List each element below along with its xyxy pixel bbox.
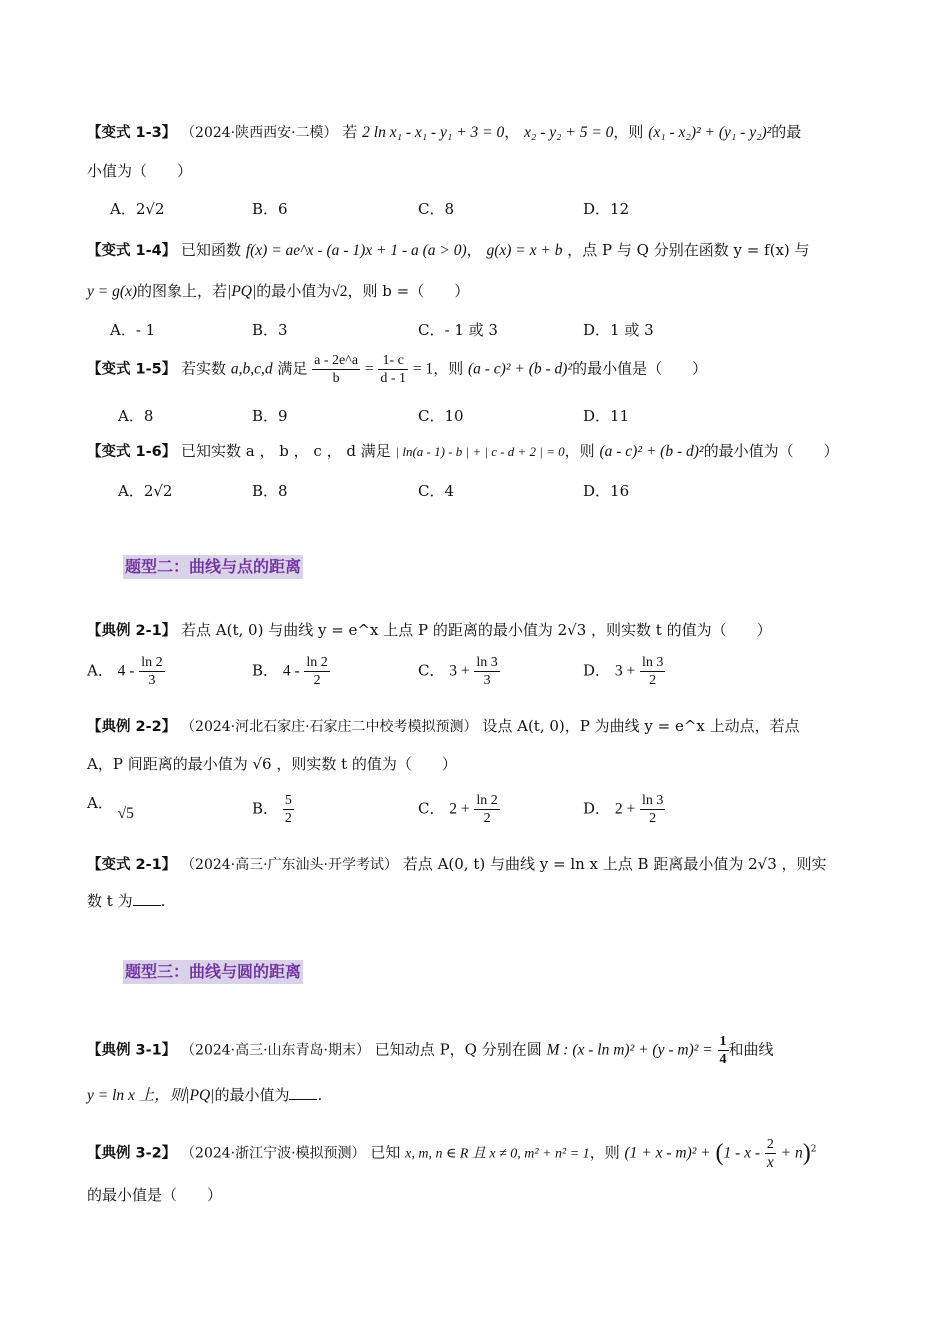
math-expr: g(x) = x + b <box>486 242 563 259</box>
question-e22-line2: A，P 间距离的最小值为 √6 ，则实数 t 的值为（ ） <box>87 755 457 773</box>
fraction <box>283 792 294 827</box>
question-e32-line2: 的最小值是（ ） <box>87 1186 223 1204</box>
stem-text: 数 t 为 <box>87 892 133 910</box>
math-expr: 2 ln x₁ - x₁ - y₁ + 3 = 0 <box>362 124 505 141</box>
math-expr: |PQ| <box>227 283 257 300</box>
math-expr: (x₁ - x₂)² + (y₁ - y₂)² <box>648 124 772 141</box>
stem-text: ，点 P 与 Q 分别在函数 y = f(x) 与 <box>567 241 810 259</box>
question-e31-stem <box>87 1033 774 1068</box>
math-expr: = 1 <box>412 360 434 378</box>
option-label: A． <box>87 661 113 680</box>
fraction-denominator: 2 <box>483 811 491 826</box>
option-c: C．- 1 或 3 <box>418 321 498 339</box>
fraction-numerator: 1- c <box>378 352 408 370</box>
question-tag: 【典例 3-2】 <box>87 1145 177 1162</box>
paren-left: ( <box>715 1140 724 1166</box>
math-expr: √5 <box>117 805 134 822</box>
option-b <box>252 654 330 689</box>
stem-text: ，则 <box>613 123 644 141</box>
math-expr: M : (x - ln m)² + (y - m)² = <box>546 1041 713 1059</box>
math-expr: 3 + <box>449 662 470 680</box>
fraction-denominator: 2 <box>649 811 657 826</box>
fraction-denominator: d - 1 <box>380 371 407 386</box>
question-v16-stem <box>87 440 839 461</box>
option-d: D．12 <box>583 200 630 218</box>
stem-text: 若点 A(0, t) 与曲线 y = ln x 上点 B 距离最小值为 2√3 ，则实 <box>402 855 827 873</box>
fraction-denominator: 2 <box>284 811 292 826</box>
option-a <box>87 654 165 689</box>
question-source: （2024·浙江宁波·模拟预测） <box>181 1145 366 1162</box>
math-expr: √2 <box>331 283 348 300</box>
stem-text: ， <box>504 123 520 141</box>
math-expr: (1 + x - m)² + <box>624 1144 711 1162</box>
math-expr: 4 - <box>117 662 135 680</box>
fraction-denominator: 2 <box>313 673 321 688</box>
option-d <box>583 792 665 827</box>
stem-text: 已知 <box>370 1143 401 1162</box>
stem-text: ， <box>466 241 482 259</box>
answer-blank[interactable] <box>133 905 161 906</box>
stem-text: 设点 A(t, 0)，P 为曲线 y = e^x 上动点，若点 <box>482 717 800 735</box>
stem-text: ，则 <box>589 1143 620 1162</box>
fraction <box>765 1136 776 1171</box>
option-a: A．8 <box>118 407 154 425</box>
answer-blank[interactable] <box>289 1099 317 1100</box>
question-source: （2024·高三·广东汕头·开学考试） <box>181 857 399 873</box>
option-label: D． <box>583 799 611 818</box>
math-expr: y = g(x) <box>87 283 138 300</box>
fraction-numerator: ln 2 <box>476 793 498 808</box>
fraction <box>474 792 499 827</box>
math-expr: y = ln x 上，则 <box>87 1087 186 1104</box>
option-label: D． <box>583 661 611 680</box>
math-expr: 3 + <box>614 662 636 680</box>
stem-text: 满足 <box>277 359 308 378</box>
stem-text: 若点 A(t, 0) 与曲线 y = e^x 上点 P 的距离的最小值为 2√3 ，则实数 t 的值为（ ） <box>181 621 772 639</box>
question-tag: 【典例 2-1】 <box>87 623 177 639</box>
fraction <box>474 654 499 689</box>
question-tag: 【变式 1-5】 <box>87 361 177 378</box>
stem-text: 和曲线 <box>728 1040 774 1059</box>
fraction-numerator: 2 <box>766 1137 774 1152</box>
fraction <box>304 654 329 689</box>
math-expr: 2 + <box>614 800 636 818</box>
question-tag: 【典例 2-2】 <box>87 719 177 735</box>
option-label: B． <box>252 661 279 680</box>
fraction-denominator: 3 <box>483 673 491 688</box>
question-tag: 【变式 1-6】 <box>87 444 177 460</box>
stem-text: 若实数 <box>181 359 227 378</box>
option-d: D．16 <box>583 482 630 500</box>
math-expr: + n <box>780 1144 803 1162</box>
stem-text: ，则 <box>433 359 464 378</box>
math-expr: f(x) = ae^x - (a - 1)x + 1 - a (a > 0) <box>245 242 467 259</box>
question-e31-line2 <box>87 1083 322 1105</box>
question-v14-stem <box>87 239 810 260</box>
math-expr: 4 - <box>282 662 300 680</box>
fraction-numerator: ln 3 <box>641 655 664 670</box>
stem-text: 的最 <box>771 123 802 141</box>
fraction-denominator: 4 <box>719 1052 727 1067</box>
stem-text: 若 <box>342 123 358 141</box>
superscript: 2 <box>810 1144 817 1155</box>
option-b: B．3 <box>252 321 288 339</box>
stem-text: 已知函数 <box>181 241 242 259</box>
question-source: （2024·河北石家庄·石家庄二中校考模拟预测） <box>181 719 478 735</box>
question-v13-line2: 小值为（ ） <box>87 162 193 180</box>
option-c <box>418 654 500 689</box>
stem-text: 的最小值是（ ） <box>572 359 708 378</box>
fraction-numerator: ln 3 <box>641 793 664 808</box>
paren-right: ) <box>802 1140 811 1166</box>
math-expr: (a - c)² + (b - d)² <box>599 443 704 460</box>
fraction <box>718 1033 729 1068</box>
question-source: （2024·高三·山东青岛·期末） <box>181 1042 371 1059</box>
stem-text: 的最小值为 <box>256 282 332 300</box>
option-label: C． <box>418 799 445 818</box>
fraction-numerator: ln 2 <box>306 655 328 670</box>
stem-text: 的最小值为（ ） <box>703 442 839 460</box>
question-v21-stem <box>87 853 827 874</box>
question-tag: 【变式 1-3】 <box>87 125 177 141</box>
stem-text: 的图象上，若 <box>137 282 228 300</box>
math-expr: |PQ| <box>185 1087 215 1104</box>
section-heading: 题型三：曲线与圆的距离 <box>123 960 303 984</box>
fraction-numerator: ln 2 <box>141 655 163 670</box>
question-e21-stem <box>87 619 772 640</box>
fraction-numerator: a - 2e^a <box>314 353 359 368</box>
option-label: B． <box>252 799 279 818</box>
question-v13-stem <box>87 121 801 142</box>
option-b <box>252 792 294 827</box>
math-expr: x₂ - y₂ + 5 = 0 <box>524 124 614 141</box>
stem-text: ，则 b =（ ） <box>347 282 470 300</box>
question-source: （2024·陕西西安·二模） <box>181 125 338 141</box>
stem-text: 已知实数 a ， b ， c ， d 满足 <box>181 442 391 460</box>
fraction-numerator: ln 3 <box>476 655 498 670</box>
option-d: D．1 或 3 <box>583 321 654 339</box>
fraction <box>139 654 164 689</box>
fraction <box>312 352 360 387</box>
option-a: A．- 1 <box>110 321 156 339</box>
fraction-numerator: 5 <box>284 793 292 808</box>
fraction-denominator: 2 <box>649 673 657 688</box>
option-c <box>418 792 500 827</box>
math-expr: 2 + <box>449 800 470 818</box>
option-c: C．4 <box>418 482 455 500</box>
option-d <box>583 654 665 689</box>
question-tag: 【典例 3-1】 <box>87 1042 177 1059</box>
section-heading: 题型二：曲线与点的距离 <box>123 555 303 579</box>
stem-text: ，则 <box>564 442 595 460</box>
option-a: A．2√2 <box>110 200 165 218</box>
fraction-numerator: 1 <box>719 1034 727 1049</box>
math-expr: | ln(a - 1) - b | + | c - d + 2 | = 0 <box>395 444 565 459</box>
question-e32-stem <box>87 1136 816 1171</box>
option-a: A．2√2 <box>118 482 173 500</box>
option-d: D．11 <box>583 407 630 425</box>
stem-text: . <box>160 892 166 910</box>
math-expr: x, m, n ∈ R 且 x ≠ 0, m² + n² = 1 <box>405 1146 590 1162</box>
stem-text: 已知动点 P，Q 分别在圆 <box>374 1040 542 1059</box>
math-expr: 1 - x - <box>723 1144 761 1162</box>
option-b: B．9 <box>252 407 288 425</box>
option-c: C．8 <box>418 200 455 218</box>
fraction <box>378 352 408 387</box>
question-tag: 【变式 1-4】 <box>87 243 177 259</box>
math-expr: = <box>364 360 374 378</box>
question-v14-line2 <box>87 280 469 301</box>
stem-text: 的最小值为 <box>214 1086 290 1104</box>
fraction <box>640 792 665 827</box>
question-v15-stem <box>87 352 707 387</box>
math-expr: (a - c)² + (b - d)² <box>467 360 573 378</box>
option-b: B．8 <box>252 482 288 500</box>
fraction-denominator: 3 <box>148 673 156 688</box>
option-c: C．10 <box>418 407 464 425</box>
fraction-denominator: x <box>766 1154 774 1171</box>
option-label: A． <box>87 794 113 812</box>
fraction <box>640 654 665 689</box>
option-b: B．6 <box>252 200 288 218</box>
question-v21-line2 <box>87 890 165 911</box>
question-e22-stem <box>87 715 800 736</box>
fraction-denominator: b <box>332 371 340 386</box>
stem-text: . <box>317 1086 323 1104</box>
question-tag: 【变式 2-1】 <box>87 857 177 873</box>
math-expr: a,b,c,d <box>230 360 273 378</box>
option-a <box>87 792 134 822</box>
option-label: C． <box>418 661 445 680</box>
